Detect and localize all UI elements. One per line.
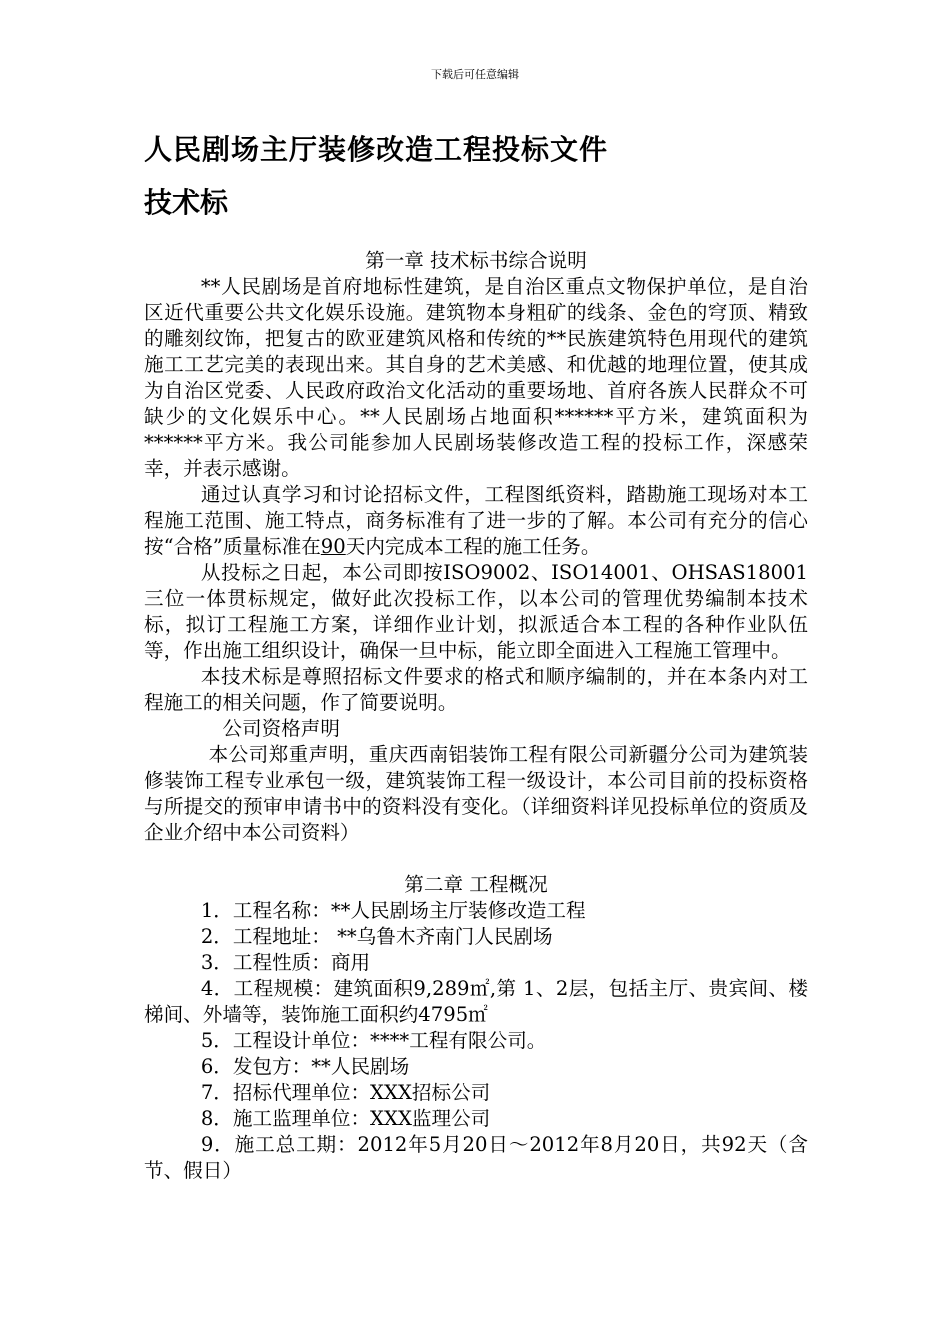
paragraph: **人民剧场是首府地标性建筑，是自治区重点文物保护单位，是自治区近代重要公共文化娱乐设施。建筑物本身粗矿的线条、金色的穹顶、精致的雕刻纹饰，把复古的欧亚建筑风格和传统的**民族建筑特色用现代的建筑施工工艺完美的表现出来。其自身的艺术美感、和优越的地理位置，使其成为自治区党委、人民政府政治文化活动的重要场地、首府各族人民群众不可缺少的文化娱乐中心。**人民剧场占地面积******平方米，建筑面积为******平方米。我公司能参加人民剧场装修改造工程的投标工作，深感荣幸，并表示感谢。 (144, 275, 808, 480)
list-item: 6．发包方：**人民剧场 (200, 1055, 410, 1078)
document-title: 人民剧场主厅装修改造工程投标文件 (144, 133, 609, 166)
paragraph: 本技术标是尊照招标文件要求的格式和顺序编制的，并在本条内对工程施工的相关问题，作了简要说明。 (144, 665, 808, 714)
paragraph-text: 通过认真学习和讨论招标文件，工程图纸资料，踏勘施工现场对本工程施工范围、施工特点，商务标准有了进一步的了解。本公司有充分的信心按“合格”质量标准在 (144, 483, 808, 558)
duration-days: 90 (320, 535, 346, 558)
paragraph-text: 天内完成本工程的施工任务。 (345, 535, 601, 558)
list-item: 7．招标代理单位：XXX招标公司 (200, 1081, 491, 1104)
list-item: 1．工程名称：**人民剧场主厅装修改造工程 (200, 899, 586, 922)
paragraph: 本公司郑重声明，重庆西南铝装饰工程有限公司新疆分公司为建筑装修装饰工程专业承包一级，建筑装饰工程一级设计，本公司目前的投标资格与所提交的预审申请书中的资料没有变化。（详细资料详见投标单位的资质及企业介绍中本公司资料） (144, 743, 808, 844)
document-subtitle: 技术标 (144, 186, 229, 219)
chapter-1-heading: 第一章 技术标书综合说明 (365, 249, 587, 272)
list-item: 2．工程地址： **乌鲁木齐南门人民剧场 (200, 925, 553, 948)
list-item: 8．施工监理单位：XXX监理公司 (200, 1107, 491, 1130)
list-item: 4．工程规模：建筑面积9,289㎡,第 1、2层，包括主厅、贵宾间、楼梯间、外墙等，装饰施工面积约4795㎡ (144, 977, 808, 1026)
chapter-2-heading: 第二章 工程概况 (404, 873, 548, 896)
document-body (144, 248, 808, 1184)
section-subheading: 公司资格声明 (222, 717, 340, 740)
list-item: 3．工程性质：商用 (200, 951, 371, 974)
page-header: 下载后可任意编辑 (431, 68, 519, 81)
list-item: 9．施工总工期：2012年5月20日～2012年8月20日，共92天（含节、假日） (144, 1133, 808, 1182)
list-item: 5．工程设计单位：****工程有限公司。 (200, 1029, 547, 1052)
paragraph (144, 482, 808, 560)
paragraph: 从投标之日起，本公司即按ISO9002、ISO14001、OHSAS18001三位一体贯标规定，做好此次投标工作，以本公司的管理优势编制本技术标，拟订工程施工方案，详细作业计划，拟派适合本工程的各种作业队伍等，作出施工组织设计，确保一旦中标，能立即全面进入工程施工管理中。 (144, 561, 808, 662)
